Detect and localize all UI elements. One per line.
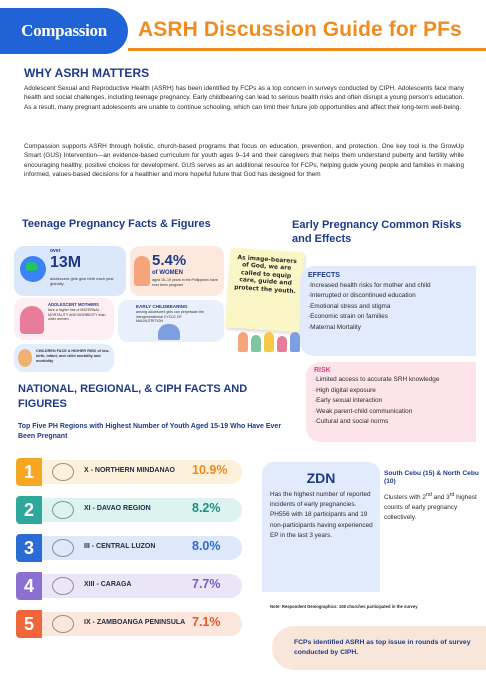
region-percent: 8.0% [192, 539, 221, 553]
footer-text: FCPs identified ASRH as top issue in rounds of survey conducted by CIPH. [294, 639, 471, 656]
risk-item: ·Early sexual interaction [314, 397, 383, 405]
region-row [16, 458, 242, 486]
region-name: III - CENTRAL LUZON [84, 543, 156, 550]
risk-item: ·Cultural and social norms [314, 418, 389, 426]
fact-mothers-title: ADOLESCENT MOTHERS [48, 302, 99, 307]
woman-icon [134, 256, 150, 286]
effects-list [308, 281, 468, 333]
teen-facts-title: Teenage Pregnancy Facts & Figures [22, 218, 211, 230]
region-percent: 7.1% [192, 615, 221, 629]
fact-card-adolescent-mothers [14, 298, 114, 340]
national-facts-subtitle: Top Five PH Regions with Highest Number of Youth Aged 15-19 Who Have Ever Been Pregnant [18, 423, 282, 440]
region-name: XI - DAVAO REGION [84, 505, 151, 512]
fact-children-desc: CHILDREN FACE A HIGHER RISK of low-birth, infant, and child mortality and morbidity [36, 349, 110, 363]
cebu-box [384, 470, 480, 588]
landmark-icon [52, 501, 74, 519]
region-rank: 4 [16, 572, 42, 600]
child-icon [251, 335, 261, 352]
footer-callout [272, 626, 486, 670]
effects-box [300, 266, 476, 356]
sticky-note-text: As image-bearers of God, we are called to equip care, guide and protect the youth. [233, 254, 298, 295]
effect-item: ·Increased health risks for mother and child [308, 282, 431, 289]
region-percent: 7.7% [192, 577, 221, 591]
fact-card-early-childbearing [118, 300, 224, 342]
national-facts-title: NATIONAL, REGIONAL, & CIPH FACTS AND FIGURES [18, 383, 248, 410]
fact-5-4-label: of WOMEN [152, 270, 183, 276]
page-title: ASRH Discussion Guide for PFs [138, 18, 462, 41]
risk-list [314, 375, 468, 428]
demographics-note: Note: Respondent Demographics: 108 churches participated in the survey [270, 604, 418, 609]
early-pregnancy-title: Early Pregnancy Common Risks and Effects [292, 219, 462, 245]
header-underline [128, 48, 486, 51]
region-name: IX - ZAMBOANGA PENINSULA [84, 619, 186, 626]
risk-item: ·Limited access to accurate SRH knowledge [314, 376, 440, 383]
effect-item: ·Economic strain on families [308, 313, 388, 321]
zdn-box [262, 462, 380, 592]
fact-5-4-value: 5.4% [152, 252, 187, 269]
globe-icon [20, 256, 46, 282]
region-rank: 1 [16, 458, 42, 486]
fact-card-children-risk [14, 344, 114, 372]
child-icon [264, 332, 274, 352]
why-asrh-title: WHY ASRH MATTERS [24, 66, 150, 80]
region-name: XIII - CARAGA [84, 581, 132, 588]
child-icon [277, 336, 287, 352]
why-paragraph-2: Compassion supports ASRH through holistic, church-based programs that focus on education, prevention, and protection. One key tool is the GrowUp Smart (GUS) Intervention—an evidence-based curriculum for youth ages 9–14 and their caregivers that helps them understand puberty and fertility while encouraging healthy, positive choices for development. GUS serves as an additional resource for FCPs, helping guide young people and families in making informed, values-based decisions for a healthier and more hopeful future that God has designed for them [24, 143, 464, 178]
risk-box [306, 362, 476, 442]
fact-over: over [50, 248, 61, 254]
region-row [16, 572, 242, 600]
region-percent: 10.9% [192, 463, 228, 477]
why-paragraph-1: Adolescent Sexual and Reproductive Health (ASRH) has been identified by FCPs as a top concern in surveys conducted by CIPH. Adolescents face many health and social challenges, including teenage pregnancy. Early childbearing can lead to serious health risks and often disrupt a young person's education. As a result, many pregnant adolescents are unable to continue schooling, which can limit their future job opportunities and affect their long-term well-being. [24, 85, 464, 111]
logo-text: Compassion [21, 21, 107, 40]
baby-icon [18, 349, 32, 367]
fact-childbearing-title: EARLY CHILDBEARING [136, 304, 188, 309]
fact-13m-desc: adolescent girls give birth each year globally [50, 276, 114, 286]
child-icon [290, 332, 300, 352]
effects-label: EFFECTS [308, 272, 340, 279]
fact-card-5-4 [130, 246, 224, 296]
region-row [16, 534, 242, 562]
region-rank: 3 [16, 534, 42, 562]
landmark-icon [52, 615, 74, 633]
effect-item: ·Interrupted or discontinued education [308, 292, 416, 300]
region-row [16, 610, 242, 638]
fact-5-4-desc: aged 15–19 years in the Philippines have ever been pregnant [152, 278, 218, 287]
region-name: X - NORTHERN MINDANAO [84, 467, 175, 474]
fact-mothers-desc: face a higher risk of MATERNAL MORTALITY AND MORBIDITY than older women. [48, 308, 106, 322]
mother-icon [20, 306, 44, 334]
zdn-text: Has the highest number of reported incidents of early pregnancies. PH556 with 18 participants and 19 non-participants having experienced EP in the last 3 years. [270, 491, 373, 539]
page-header [0, 0, 486, 62]
compassion-logo [0, 8, 128, 54]
zdn-title: ZDN [306, 470, 336, 486]
landmark-icon [52, 577, 74, 595]
effect-item: ·Maternal Mortality [308, 323, 361, 331]
fact-card-13m [14, 246, 126, 296]
fact-childbearing-desc: among adolescent girls can perpetuate the intergenerational CYCLE OF MALNUTRITION [136, 310, 204, 324]
fact-13m-value: 13M [50, 254, 82, 271]
children-illustration [236, 326, 308, 352]
landmark-icon [52, 539, 74, 557]
region-row [16, 496, 242, 524]
risk-item: ·Weak parent-child communication [314, 407, 413, 415]
region-percent: 8.2% [192, 501, 221, 515]
risk-label: RISK [314, 367, 331, 374]
landmark-icon [52, 463, 74, 481]
cebu-text: Clusters with 2nd and 3rd highest counts of early pregnancy collectively. [384, 491, 477, 521]
risk-item: ·High digital exposure [314, 386, 376, 394]
sticky-note [225, 248, 304, 333]
region-rank: 5 [16, 610, 42, 638]
family-icon [158, 324, 180, 340]
child-icon [238, 332, 248, 352]
region-rank: 2 [16, 496, 42, 524]
cebu-title: South Cebu (15) & North Cebu (10) [384, 470, 479, 486]
effect-item: ·Emotional stress and stigma [308, 302, 391, 310]
